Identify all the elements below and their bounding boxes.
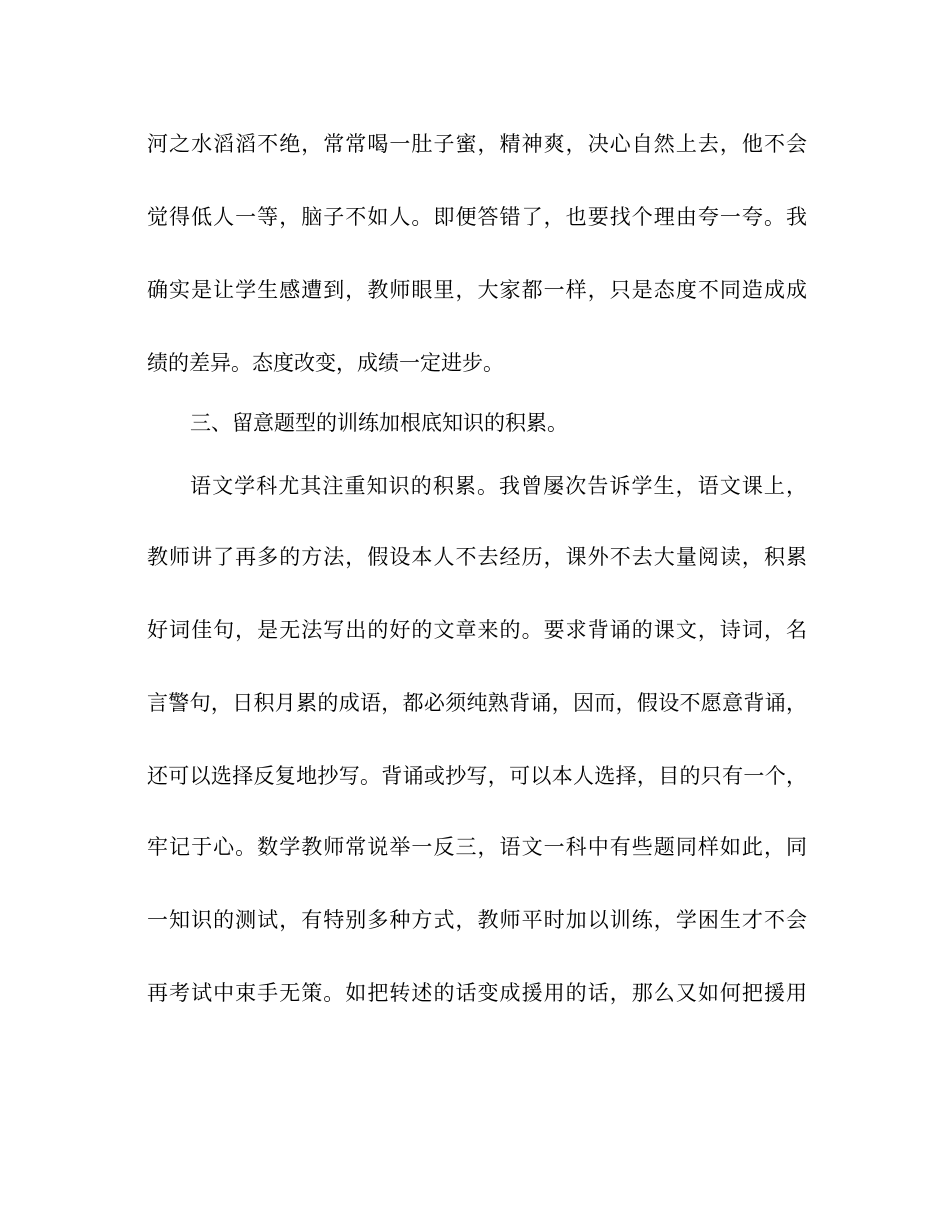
section-heading: 三、留意题型的训练加根底知识的积累。 <box>190 411 568 435</box>
paragraph-line-12: 一知识的测试，有特别多种方式，教师平时加以训练，学困生才不会 <box>147 908 807 932</box>
paragraph-line-3: 确实是让学生感遭到，教师眼里，大家都一样，只是态度不同造成成 <box>147 278 807 302</box>
paragraph-line-6: 语文学科尤其注重知识的积累。我曾屡次告诉学生，语文课上， <box>190 474 807 498</box>
paragraph-line-1: 河之水滔滔不绝，常常喝一肚子蜜，精神爽，决心自然上去，他不会 <box>147 132 807 156</box>
paragraph-line-11: 牢记于心。数学教师常说举一反三，语文一科中有些题同样如此，同 <box>147 835 807 859</box>
paragraph-line-4: 绩的差异。态度改变，成绩一定进步。 <box>147 351 504 375</box>
paragraph-line-13: 再考试中束手无策。如把转述的话变成援用的话，那么又如何把援用 <box>147 981 807 1005</box>
paragraph-line-2: 觉得低人一等，脑子不如人。即便答错了，也要找个理由夸一夸。我 <box>147 205 807 229</box>
paragraph-line-7: 教师讲了再多的方法，假设本人不去经历，课外不去大量阅读，积累 <box>147 545 807 569</box>
paragraph-line-8: 好词佳句，是无法写出的好的文章来的。要求背诵的课文，诗词，名 <box>147 618 807 642</box>
paragraph-line-9: 言警句，日积月累的成语，都必须纯熟背诵，因而，假设不愿意背诵， <box>147 691 807 715</box>
paragraph-line-10: 还可以选择反复地抄写。背诵或抄写，可以本人选择，目的只有一个， <box>147 764 807 788</box>
